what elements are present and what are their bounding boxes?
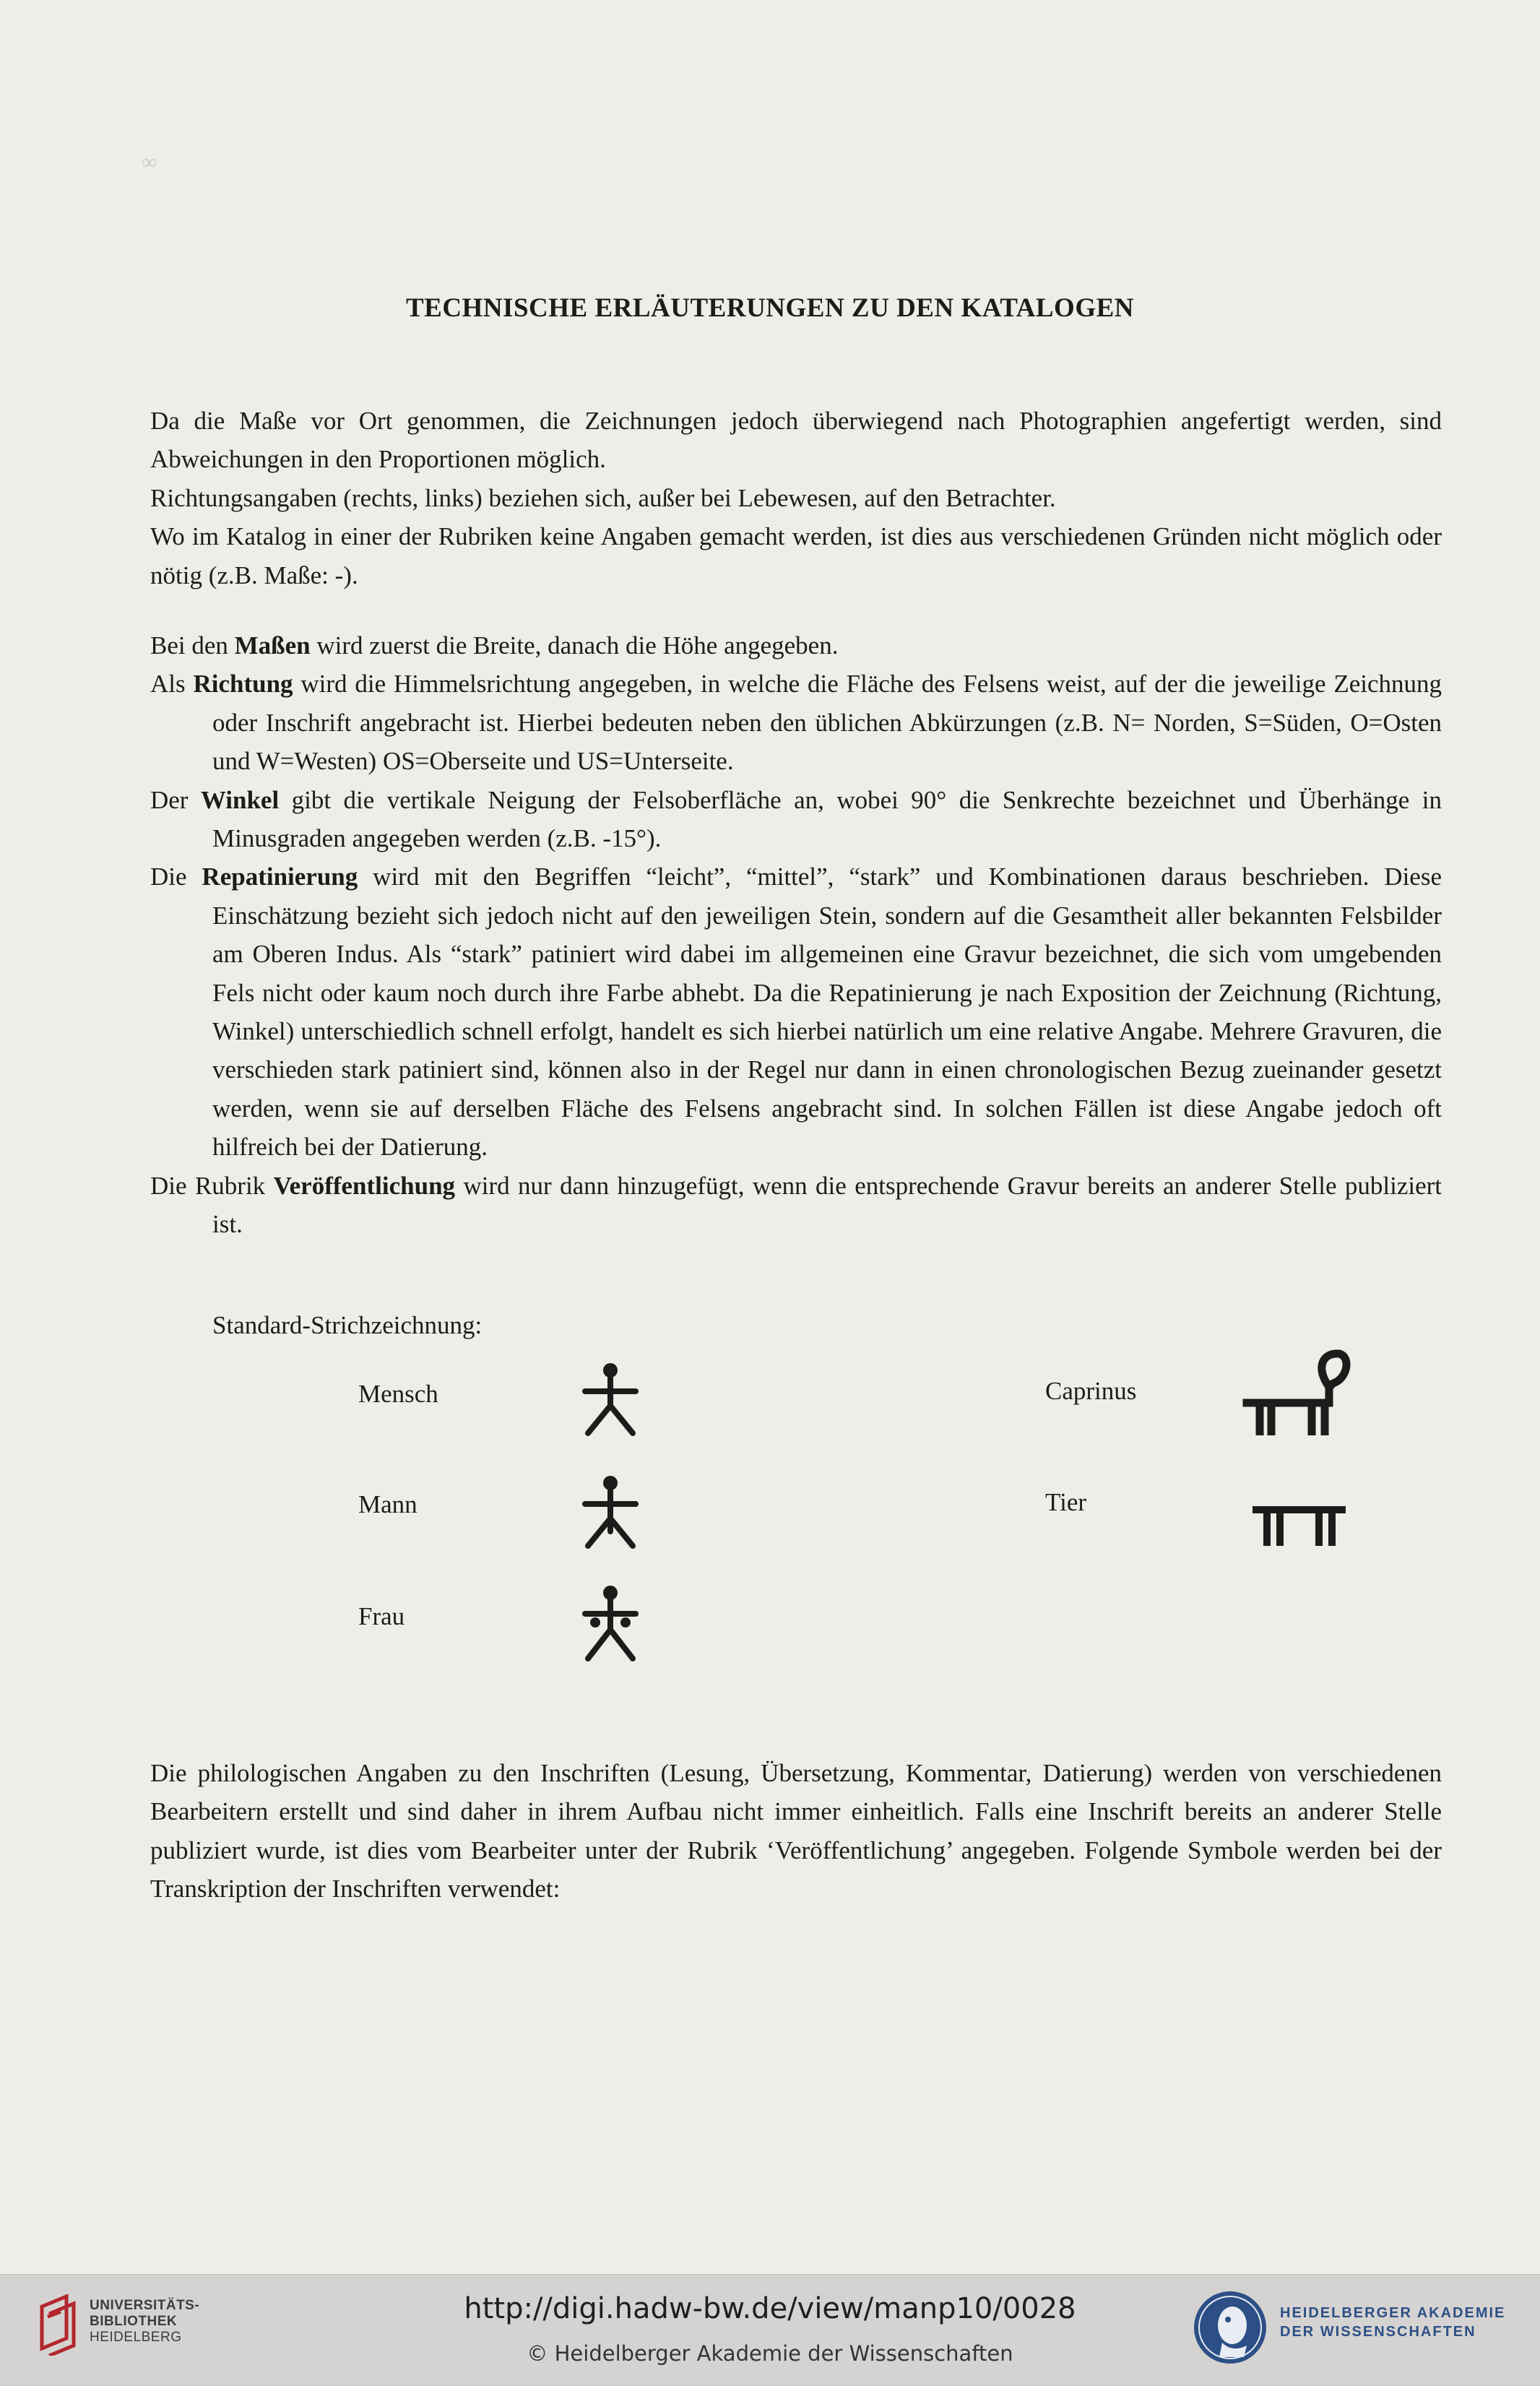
university-library-name[interactable]: UNIVERSITÄTS- BIBLIOTHEK HEIDELBERG (90, 2298, 200, 2345)
mann-glyph-icon (578, 1472, 643, 1552)
definition-repatinierung: Die Repatinierung wird mit den Begriffen “leicht”, “mittel”, “stark” und Kombinationen daraus beschrieben. Diese Einschätzung bezieht sich jedoch nicht auf den jeweiligen Stein, sondern auf die Gesamtheit aller bekannten Felsbilder am Oberen Indus. Als “stark” patiniert wird dabei im allgemeinen eine Gravur bezeichnet, die sich vom umgebenden Fels nicht oder kaum noch durch ihre Farbe abhebt. Da die Repatinierung je nach Exposition der Zeichnung (Richtung, Winkel) unterschiedlich schnell erfolgt, handelt es sich hierbei natürlich um eine relative Angabe. Mehrere Gravuren, die verschieden stark patiniert sind, können also in der Regel nur dann in einen chronologischen Bezug zueinander gesetzt werden, wenn sie auf derselben Fläche des Felsens angebracht sind. In solchen Fällen ist diese Angabe jedoch oft hilfreich bei der Datierung. (150, 863, 1442, 1162)
term: Winkel (200, 785, 280, 814)
closing-text (150, 1754, 1442, 1909)
definition-winkel: Der Winkel gibt die vertikale Neigung der Felsoberfläche an, wobei 90° die Senkrechte bezeichnet und Überhänge in Minusgraden angegeben werden (z.B. -15°). (150, 785, 1442, 853)
frau-glyph-icon (578, 1582, 643, 1665)
intro-paragraph: Da die Maße vor Ort genommen, die Zeichnungen jedoch überwiegend nach Photographien angefertigt werden, sind Abweichungen in den Proportionen möglich. (150, 407, 1442, 474)
academy-seal-logo-icon[interactable] (1190, 2288, 1270, 2367)
definition-masse: Bei den Maßen wird zuerst die Breite, danach die Höhe angegeben. (150, 631, 839, 660)
mensch-glyph-icon (578, 1360, 643, 1439)
term: Veröffentlichung (273, 1171, 456, 1200)
definitions-list (150, 626, 1442, 1244)
definition-richtung: Als Richtung wird die Himmelsrichtung angegeben, in welche die Fläche des Felsens weist, auf der die jeweilige Zeichnung oder Inschrift angebracht ist. Hierbei bedeuten neben den üblichen Abkürzungen (z.B. N= Norden, S=Süden, O=Osten und W=Westen) OS=Oberseite und US=Unterseite. (150, 670, 1442, 776)
term: Repatinierung (202, 863, 358, 891)
figure-label-tier: Tier (1045, 1488, 1087, 1516)
standard-drawing-label: Standard-Strichzeichnung: (212, 1311, 483, 1339)
footer-bar (0, 2274, 1540, 2386)
copyright-notice: © Heidelberger Akademie der Wissenschaften (527, 2341, 1013, 2366)
term: Richtung (193, 670, 293, 699)
definition-veroeffentlichung: Die Rubrik Veröffentlichung wird nur dann hinzugefügt, wenn die entsprechende Gravur bereits an anderer Stelle publiziert ist. (150, 1171, 1442, 1239)
page-marker: ∞ (142, 150, 157, 174)
intro-paragraph: Richtungsangaben (rechts, links) beziehen sich, außer bei Lebewesen, auf den Betrachter. (150, 483, 1056, 512)
page-url-link[interactable]: http://digi.hadw-bw.de/view/manp10/0028 (464, 2292, 1076, 2325)
figure-label-mensch: Mensch (358, 1380, 438, 1408)
caprinus-glyph-icon (1242, 1345, 1351, 1435)
tier-glyph-icon (1253, 1503, 1346, 1546)
figure-label-frau: Frau (358, 1602, 405, 1630)
academy-name[interactable]: HEIDELBERGER AKADEMIE DER WISSENSCHAFTEN (1280, 2305, 1506, 2340)
section-title: TECHNISCHE ERLÄUTERUNGEN ZU DEN KATALOGEN (405, 293, 1134, 323)
figure-label-mann: Mann (358, 1490, 418, 1518)
figure-label-caprinus: Caprinus (1045, 1377, 1137, 1405)
term: Maßen (234, 631, 311, 660)
intro-paragraph: Wo im Katalog in einer der Rubriken keine Angaben gemacht werden, ist dies aus verschiedenen Gründen nicht möglich oder nötig (z.B. Maße: -). (150, 522, 1442, 589)
intro-text (150, 402, 1442, 595)
closing-paragraph: Die philologischen Angaben zu den Inschriften (Lesung, Übersetzung, Kommentar, Datierung) werden von verschiedenen Bearbeitern erstellt und sind daher in ihrem Aufbau nicht immer einheitlich. Falls eine Inschrift bereits an anderer Stelle publiziert wurde, ist dies vom Bearbeiter unter der Rubrik ‘Veröffentlichung’ angegeben. Folgende Symbole werden bei der Transkription der Inschriften verwendet: (150, 1759, 1442, 1903)
